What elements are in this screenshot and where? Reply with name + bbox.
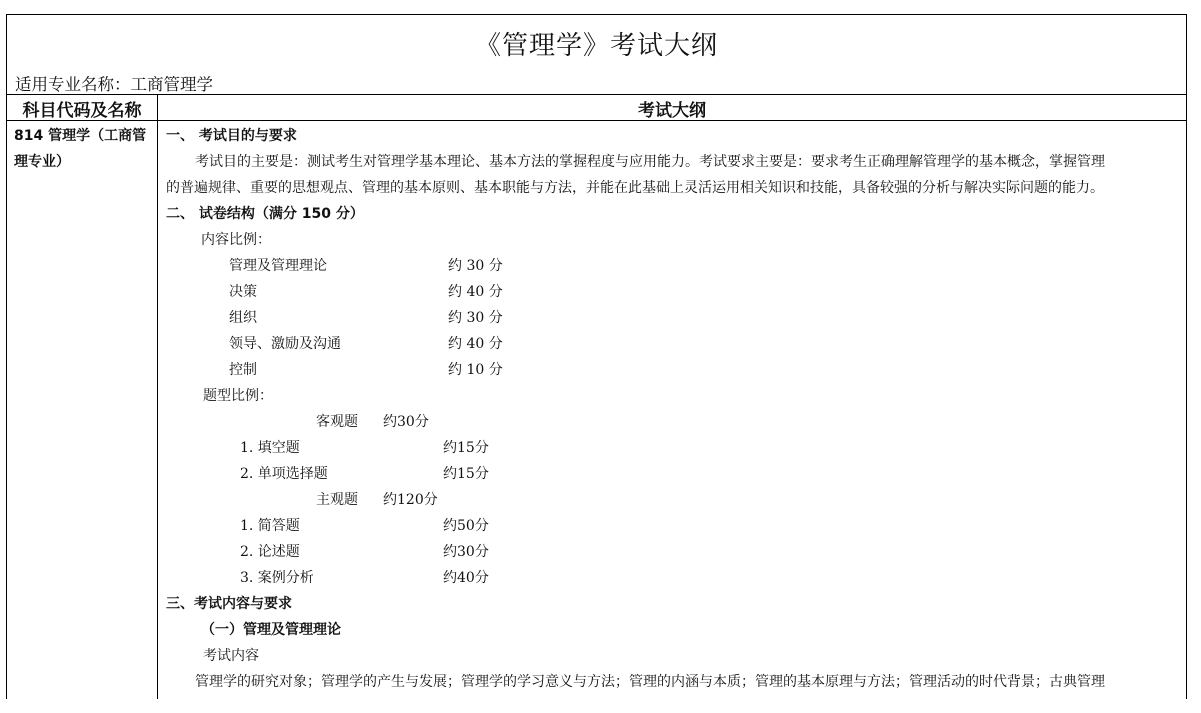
question-type-score: 约40分 <box>443 570 489 586</box>
paragraph-line: 的普遍规律、重要的思想观点、管理的基本原则、基本职能与方法，并能在此基础上灵活运用相关知识和技能，具备较强的分析与解决实际问题的能力。 <box>166 180 1104 196</box>
group-score: 约30分 <box>383 414 429 430</box>
ratio-score: 约 40 分 <box>448 336 503 352</box>
section-heading: 一、 考试目的与要求 <box>166 128 297 144</box>
page-title: 《管理学》考试大纲 <box>474 31 718 61</box>
section-heading: 二、 试卷结构（满分 150 分） <box>166 206 364 222</box>
ratio-score: 约 30 分 <box>448 310 503 326</box>
question-type-score: 约15分 <box>443 466 489 482</box>
question-type-name: 1. 填空题 <box>240 440 300 456</box>
question-type-name: 2. 论述题 <box>240 544 300 560</box>
ratio-score: 约 40 分 <box>448 284 503 300</box>
question-type-row <box>166 435 1180 461</box>
divider <box>7 120 1186 121</box>
ratio-row <box>166 357 1180 383</box>
content-ratio-label: 内容比例： <box>201 232 271 248</box>
ratio-row <box>166 305 1180 331</box>
question-type-name: 3. 案例分析 <box>240 570 314 586</box>
header-syllabus: 考试大纲 <box>638 101 706 121</box>
ratio-score: 约 10 分 <box>448 362 503 378</box>
exam-content-text: 管理学的研究对象；管理学的产生与发展；管理学的学习意义与方法；管理的内涵与本质；管理的基本原理与方法；管理活动的时代背景；古典管理 <box>195 674 1105 690</box>
ratio-score: 约 30 分 <box>448 258 503 274</box>
question-group-row <box>166 409 1180 435</box>
column-divider <box>157 94 158 699</box>
syllabus-frame <box>6 14 1187 699</box>
ratio-row <box>166 331 1180 357</box>
question-type-score: 约15分 <box>443 440 489 456</box>
question-type-row <box>166 513 1180 539</box>
header-subject-code: 科目代码及名称 <box>22 101 142 121</box>
ratio-name: 控制 <box>229 362 257 378</box>
ratio-name: 管理及管理理论 <box>229 258 327 274</box>
question-type-score: 约50分 <box>443 518 489 534</box>
ratio-name: 决策 <box>229 284 257 300</box>
exam-content-label: 考试内容 <box>203 648 259 664</box>
divider <box>7 94 1186 95</box>
question-type-score: 约30分 <box>443 544 489 560</box>
ratio-row <box>166 253 1180 279</box>
ratio-name: 组织 <box>229 310 257 326</box>
question-type-row <box>166 461 1180 487</box>
question-type-name: 1. 简答题 <box>240 518 300 534</box>
question-type-row <box>166 539 1180 565</box>
section-heading: 三、考试内容与要求 <box>166 596 292 612</box>
question-group-row <box>166 487 1180 513</box>
ratio-row <box>166 279 1180 305</box>
subject-cell: 814 管理学（工商管理专业） <box>14 128 147 170</box>
ratio-name: 领导、激励及沟通 <box>229 336 341 352</box>
question-type-name: 2. 单项选择题 <box>240 466 328 482</box>
type-ratio-label: 题型比例： <box>203 388 273 404</box>
syllabus-content <box>166 123 1180 695</box>
group-score: 约120分 <box>383 492 438 508</box>
paragraph-line: 考试目的主要是：测试考生对管理学基本理论、基本方法的掌握程度与应用能力。考试要求主要是：要求考生正确理解管理学的基本概念，掌握管理 <box>195 154 1105 170</box>
group-name: 客观题 <box>316 414 358 430</box>
question-type-row <box>166 565 1180 591</box>
group-name: 主观题 <box>316 492 358 508</box>
subsection-heading: （一）管理及管理理论 <box>201 622 341 638</box>
major-name: 适用专业名称：工商管理学 <box>15 75 213 94</box>
